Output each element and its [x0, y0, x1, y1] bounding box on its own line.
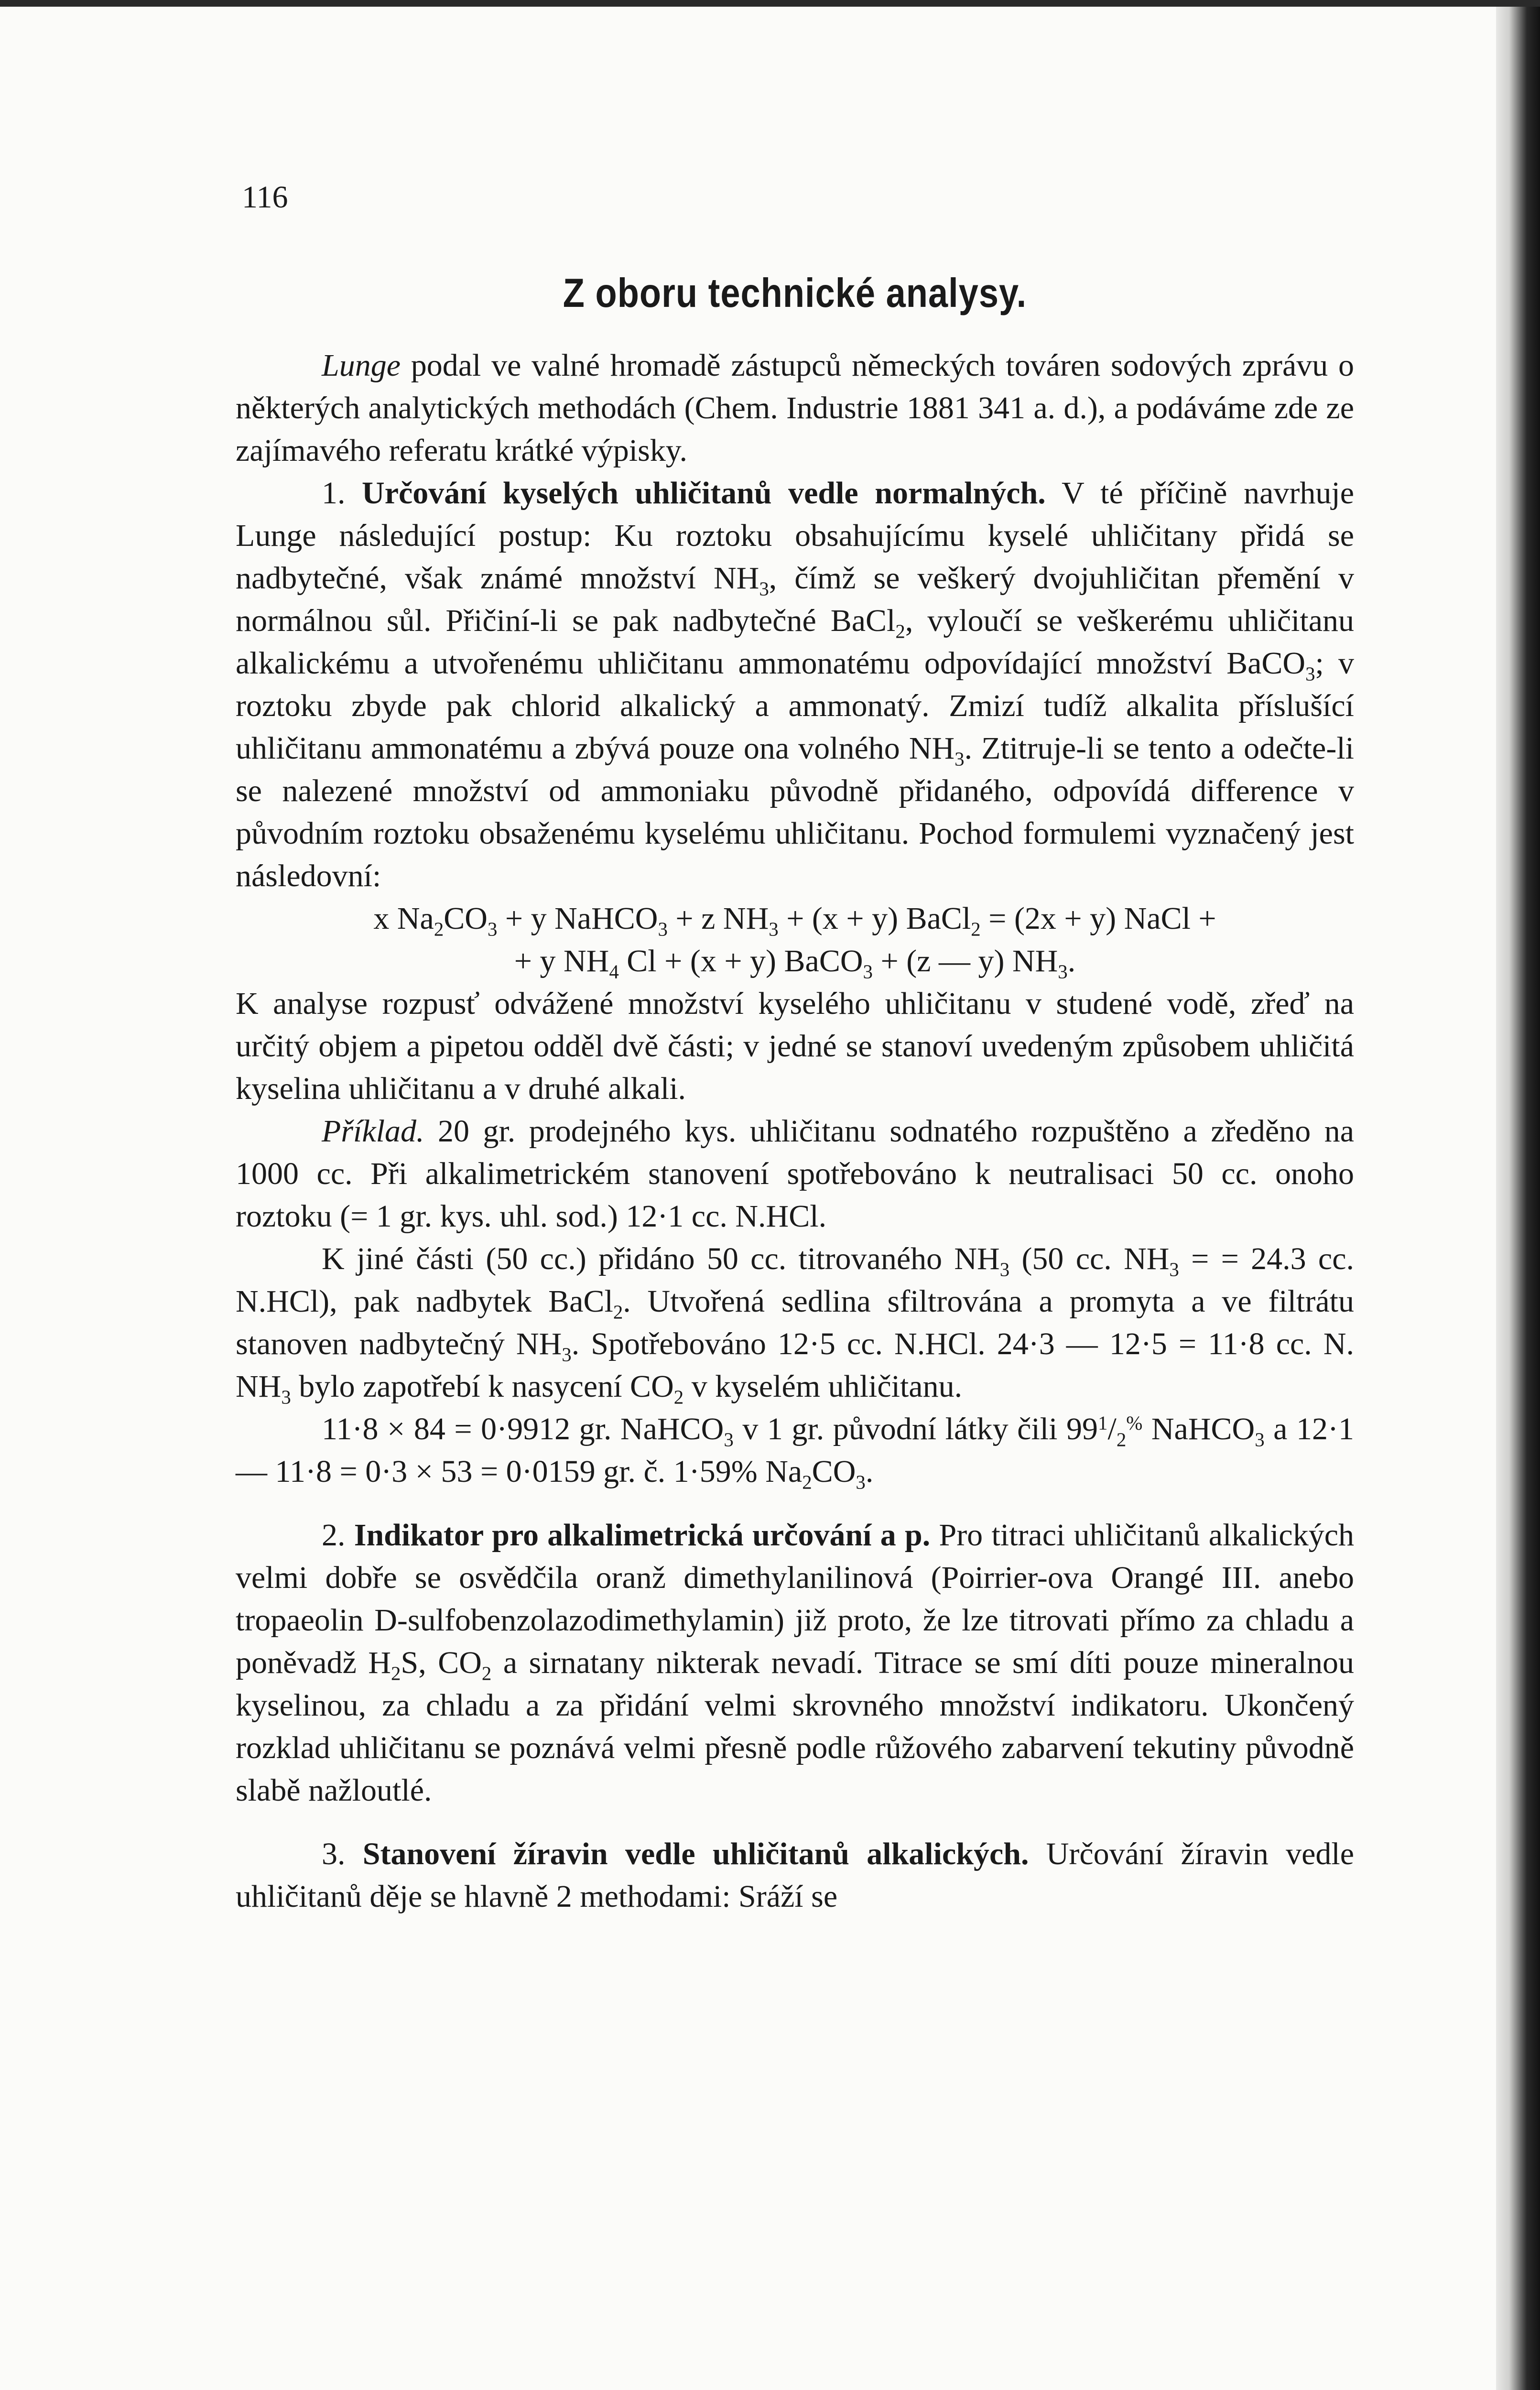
section-1-text-d: ; v roztoku zbyde pak chlorid alkalický a ammonatý. Zmizí tudíž alkalita příslušící uhličitanu ammonatému a zbývá pouze ona volného NH	[236, 646, 1354, 766]
example-paragraph	[236, 1110, 1354, 1238]
subscript: 2	[434, 918, 444, 940]
section-3-text: Určování žíravin vedle uhličitanů děje se hlavně 2 methodami: Sráží se	[236, 1836, 1355, 1914]
analysis-paragraph: K analyse rozpusť odvážené množství kyselého uhličitanu v studené vodě, zřeď na určitý objem a pipetou odděl dvě části; v jedné se stanoví uvedeným způsobem uhličitá kyselina uhličitanu a v druhé alkali.	[236, 986, 1354, 1106]
section-1-text-c: , vyloučí se veškerému uhličitanu alkalickému a utvořenému uhličitanu ammonatému odpovídající množství BaCO	[236, 603, 1354, 681]
section-1-heading: Určování kyselých uhličitanů vedle normalných.	[362, 476, 1046, 511]
subscript: 3	[863, 961, 873, 983]
eq-part: x Na	[373, 901, 434, 936]
section-3-paragraph	[236, 1833, 1354, 1918]
section-2-text-c: a sirnatany nikterak nevadí. Titrace se smí díti pouze mineralnou kyselinou, za chladu a za přidání velmi skrovného množství indikatoru. Ukončený rozklad uhličitanu se poznává velmi přesně podle růžového zabarvení tekutiny původně slabě nažloutlé.	[236, 1645, 1355, 1808]
subscript: 3	[562, 1344, 572, 1366]
page-number: 116	[242, 180, 288, 215]
example-label: Příklad.	[322, 1114, 424, 1149]
result-paragraph	[236, 1408, 1354, 1493]
section-2-paragraph	[236, 1514, 1354, 1812]
text-part: v kyselém uhličitanu.	[683, 1369, 963, 1404]
titration-paragraph	[236, 1238, 1354, 1408]
text-part: a 12·1 — 11·8 = 0·3 × 53 = 0·0159 gr. č. 1·59%	[236, 1412, 1354, 1489]
section-1-text-a: V té příčině navrhuje Lunge následující postup: Ku roztoku obsahujícímu kyselé uhličitany přidá se nadbytečné, však známé množství NH	[236, 476, 1355, 596]
text-part: bylo zapotřebí k nasycení CO	[291, 1369, 674, 1404]
section-3-number: 3.	[322, 1836, 346, 1871]
subscript: 2	[971, 918, 981, 940]
subscript: 3	[487, 918, 498, 940]
subscript: 3	[658, 918, 668, 940]
eq-part: + z NH	[667, 901, 769, 936]
eq-part: + y NH	[514, 944, 609, 978]
subscript: 2	[802, 1471, 812, 1493]
subscript: 3	[856, 1471, 866, 1493]
eq-part: Cl + (x + y) BaCO	[618, 944, 863, 978]
page-title: Z oboru technické analysy.	[563, 270, 1027, 316]
percent-sign: %	[1126, 1412, 1143, 1434]
superscript: 1	[1098, 1412, 1108, 1434]
section-2-heading: Indikator pro alkalimetrická určování a p.	[354, 1518, 931, 1553]
eq-part: CO	[444, 901, 488, 936]
subscript: 3	[724, 1429, 734, 1451]
section-3-heading: Stanovení žíravin vedle uhličitanů alkalických.	[362, 1836, 1029, 1871]
text-part: (50 cc. NH	[1009, 1241, 1170, 1276]
eq-part: + y NaHCO	[497, 901, 658, 936]
subscript: 3	[999, 1259, 1010, 1281]
section-1-text-e: . Ztitruje-li se tento a odečte-li se nalezené množství od ammoniaku původně přidaného, odpovídá difference v původním roztoku obsaženému kyselému uhličitanu. Pochod formulemi vyznačený jest následovní:	[236, 731, 1354, 893]
article-body	[236, 344, 1354, 1918]
subscript: 4	[609, 961, 619, 983]
subscript: 3	[1255, 1429, 1265, 1451]
eq-part: + (x + y) BaCl	[778, 901, 971, 936]
subscript: 3	[954, 748, 965, 770]
text-part: v 1 gr. původní látky čili 99	[733, 1412, 1098, 1446]
subscript: 2	[673, 1386, 684, 1408]
subscript: 3	[1058, 961, 1068, 983]
subscript: 3	[1169, 1259, 1179, 1281]
subscript: 3	[1305, 663, 1315, 685]
equation-line-1	[236, 897, 1354, 940]
text-part: 11·8 × 84 = 0·9912 gr. NaHCO	[322, 1412, 724, 1446]
author-name: Lunge	[322, 348, 401, 383]
text-part: . Utvořená sedlina sfiltrována a promyta a ve filtrátu stanoven nadbytečný NH	[236, 1284, 1354, 1361]
section-1-paragraph	[236, 472, 1354, 897]
subscript: 2	[391, 1662, 401, 1684]
text-part: /	[1107, 1412, 1117, 1446]
subscript: 2	[613, 1301, 623, 1323]
section-1-number: 1.	[322, 476, 346, 511]
intro-paragraph	[236, 344, 1354, 472]
section-2-text-b: S, CO	[401, 1645, 482, 1680]
top-border	[0, 0, 1540, 7]
text-part: Na	[757, 1454, 803, 1489]
subscript: 3	[769, 918, 779, 940]
subscript: 2	[1116, 1429, 1127, 1451]
eq-part: .	[1067, 944, 1076, 978]
subscript: 3	[281, 1386, 291, 1408]
subscript: 3	[759, 578, 769, 600]
text-part: NaHCO	[1142, 1412, 1255, 1446]
subscript: 2	[895, 620, 905, 642]
eq-part: = (2x + y) NaCl +	[980, 901, 1216, 936]
section-2-text-a: Pro titraci uhličitanů alkalických velmi dobře se osvědčila oranž dimethylanilinová (Poirrier-ova Orangé III. anebo tropaeolin D-sulfobenzolazodimethylamin) již proto, že lze titrovati přímo za chladu a poněvadž H	[236, 1518, 1354, 1680]
subscript: 2	[481, 1662, 492, 1684]
section-2-number: 2.	[322, 1518, 346, 1553]
eq-part: + (z — y) NH	[872, 944, 1058, 978]
text-part: . Spotřebováno 12·5 cc. N.HCl. 24·3 — 12·5 = 11·8 cc. N. NH	[236, 1326, 1354, 1404]
intro-text: podal ve valné hromadě zástupců německých továren sodových zprávu o některých analytických methodách (Chem. Industrie 1881 341 a. d.), a podáváme zde ze zajímavého referatu krátké výpisky.	[236, 348, 1354, 468]
text-part: .	[865, 1454, 874, 1489]
page-edge-shadow	[1496, 0, 1540, 2390]
equation-line-2	[236, 940, 1354, 982]
text-part: K jiné části (50 cc.) přidáno 50 cc. titrovaného NH	[322, 1241, 1000, 1276]
text-part: = = 24.3 cc. N.HCl), pak nadbytek BaCl	[236, 1241, 1354, 1319]
text-part: CO	[812, 1454, 856, 1489]
example-text: 20 gr. prodejného kys. uhličitanu sodnatého rozpuštěno a zředěno na 1000 cc. Při alkalimetrickém stanovení spotřebováno k neutralisaci 50 cc. onoho roztoku (= 1 gr. kys. uhl. sod.) 12·1 cc. N.HCl.	[236, 1114, 1354, 1234]
section-1-text-b: , čímž se veškerý dvojuhličitan přemění v normálnou sůl. Přičiní-li se pak nadbytečné BaCl	[236, 561, 1354, 638]
